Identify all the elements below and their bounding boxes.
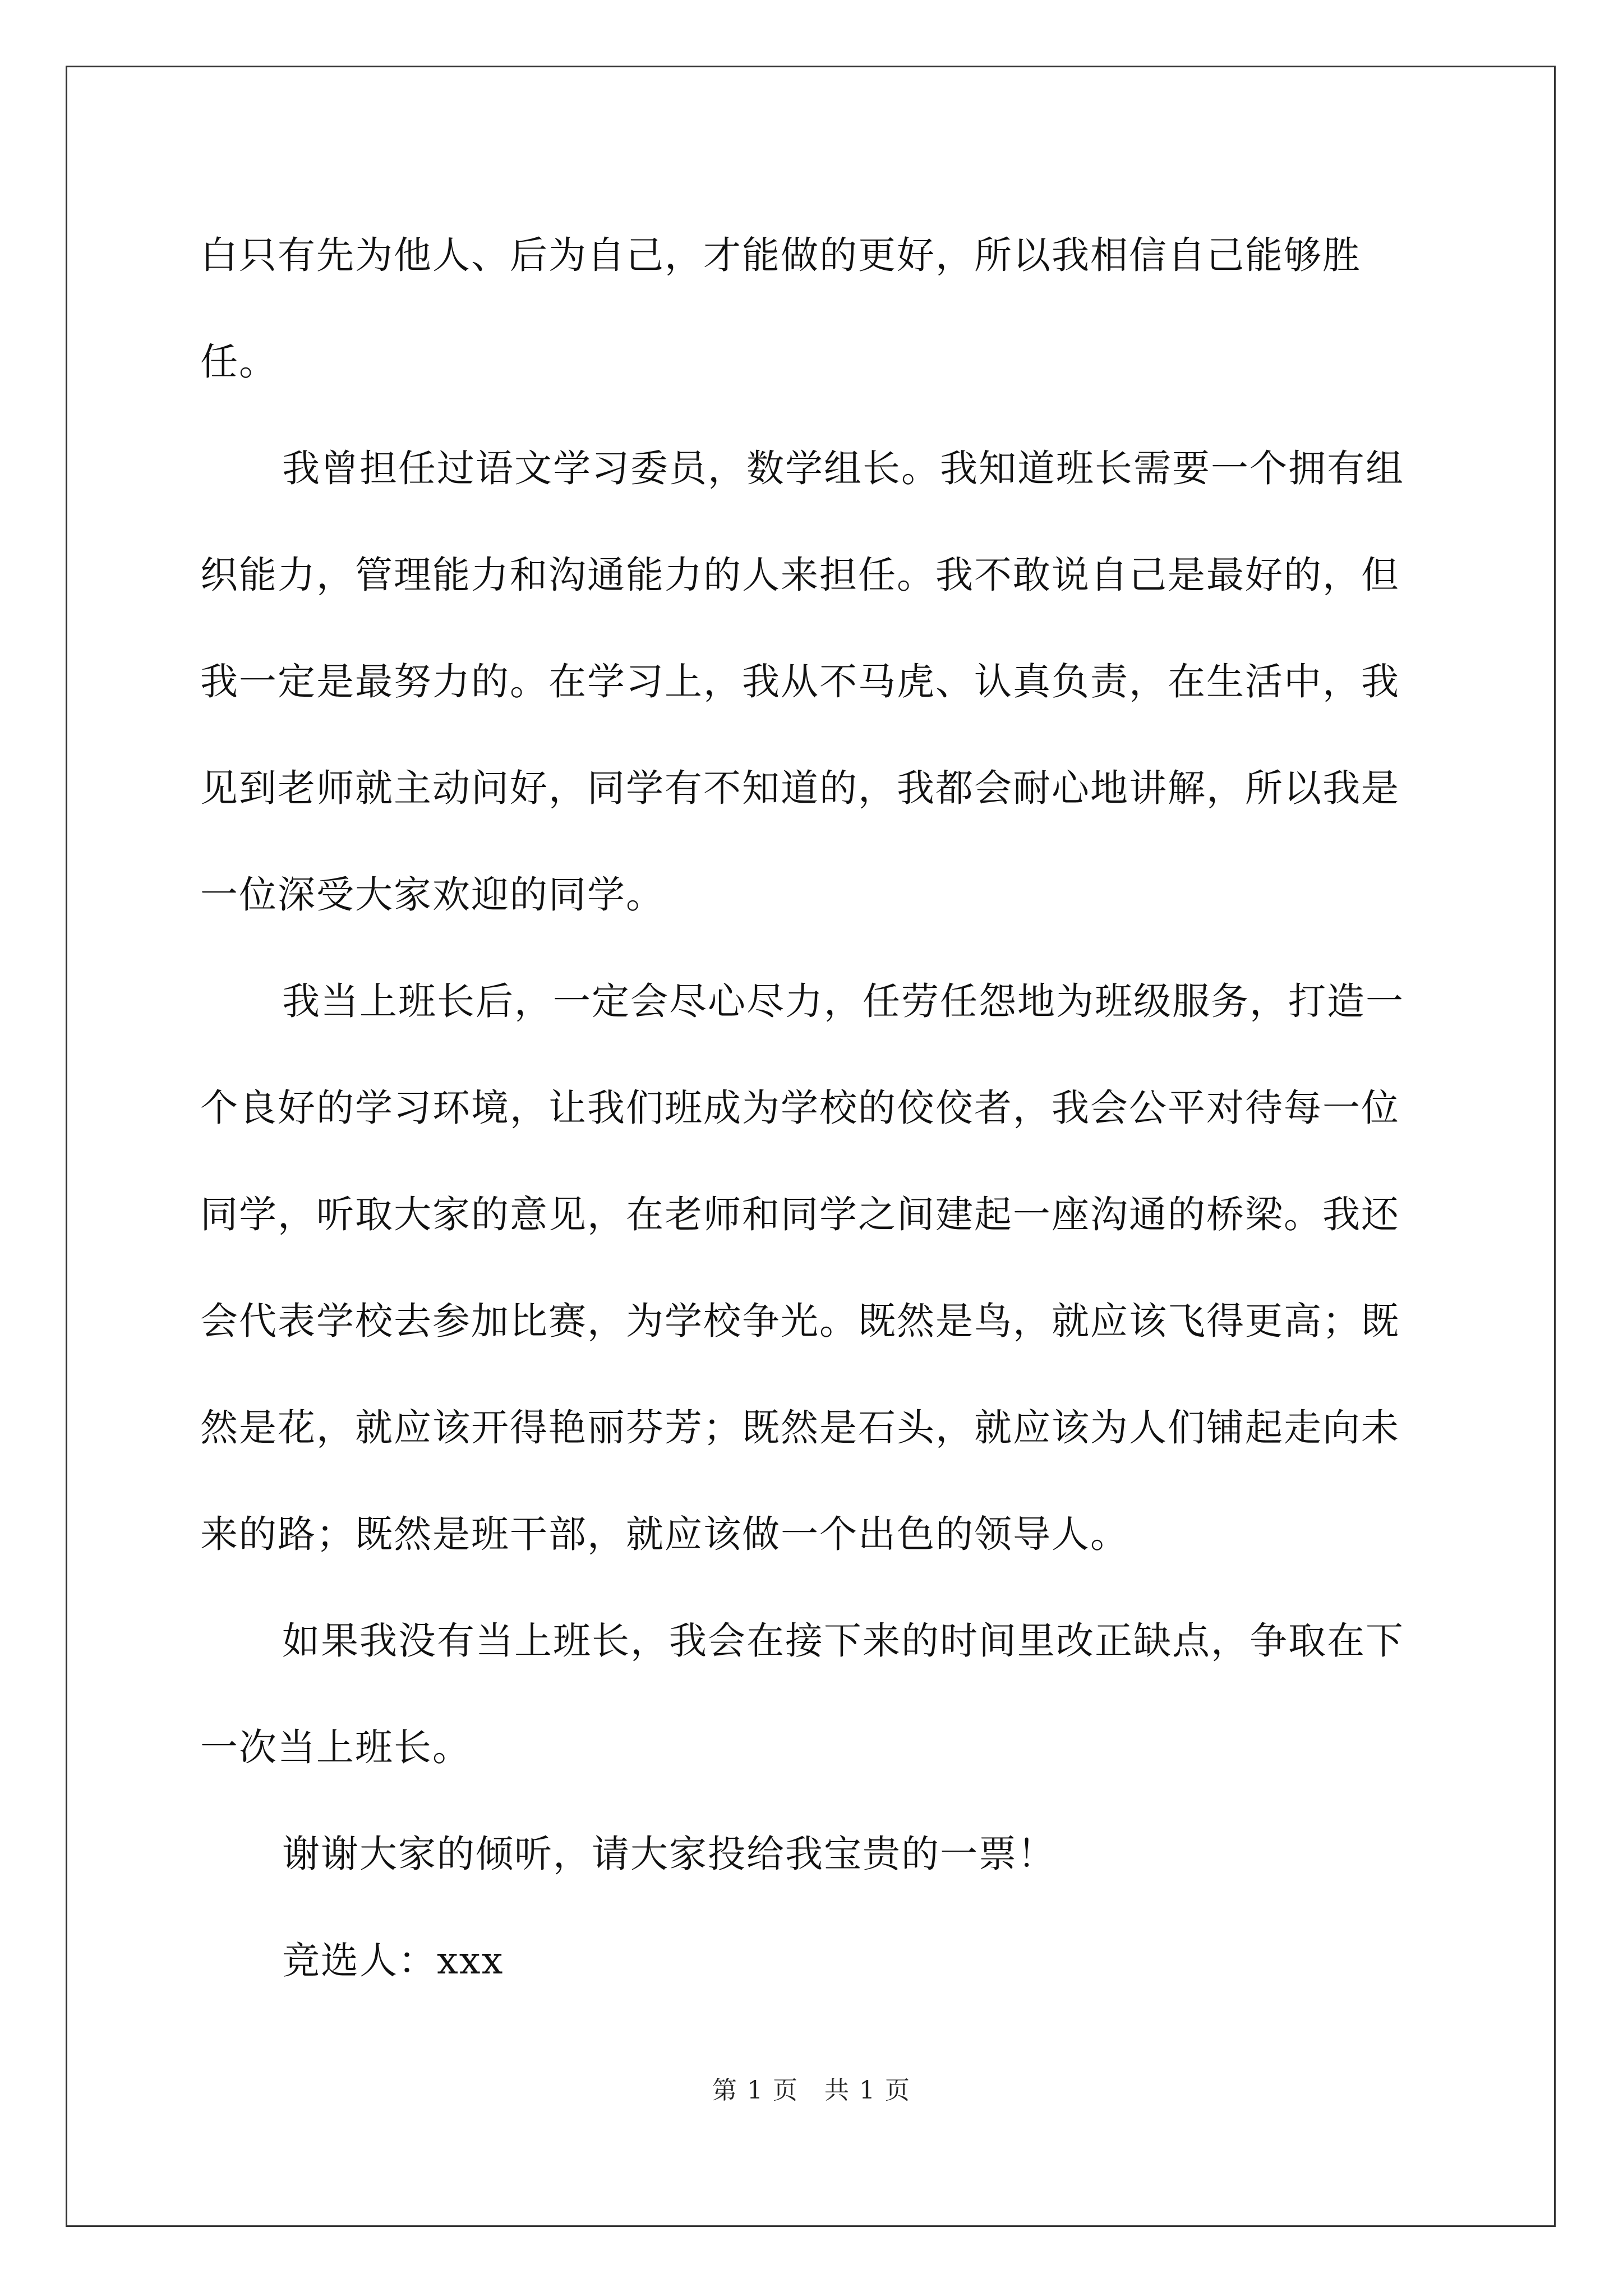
document-body <box>200 202 1434 2014</box>
paragraph-4: 如果我没有当上班长，我会在接下来的时间里改正缺点，争取在下一次当上班长。 <box>200 1619 1404 1769</box>
paragraph-3: 我当上班长后，一定会尽心尽力，任劳任怨地为班级服务，打造一个良好的学习环境，让我们班成为学校的佼佼者，我会公平对待每一位同学，听取大家的意见，在老师和同学之间建起一座沟通的桥梁。我还会代表学校去参加比赛，为学校争光。既然是鸟，就应该飞得更高；既然是花，就应该开得艳丽芬芳；既然是石头，就应该为人们铺起走向未来的路；既然是班干部，就应该做一个出色的领导人。 <box>200 979 1404 1556</box>
paragraph-2: 我曾担任过语文学习委员，数学组长。我知道班长需要一个拥有组织能力，管理能力和沟通能力的人来担任。我不敢说自己是最好的，但我一定是最努力的。在学习上，我从不马虎、认真负责，在生活中，我见到老师就主动问好，同学有不知道的，我都会耐心地讲解，所以我是一位深受大家欢迎的同学。 <box>200 447 1404 917</box>
signature: 竞选人：xxx <box>282 1939 504 1982</box>
paragraph-1: 白只有先为他人、后为自己，才能做的更好，所以我相信自己能够胜任。 <box>200 233 1361 384</box>
page-footer: 第 1 页 共 1 页 <box>712 2076 911 2105</box>
paragraph-5: 谢谢大家的倾听，请大家投给我宝贵的一票！ <box>282 1832 1056 1876</box>
